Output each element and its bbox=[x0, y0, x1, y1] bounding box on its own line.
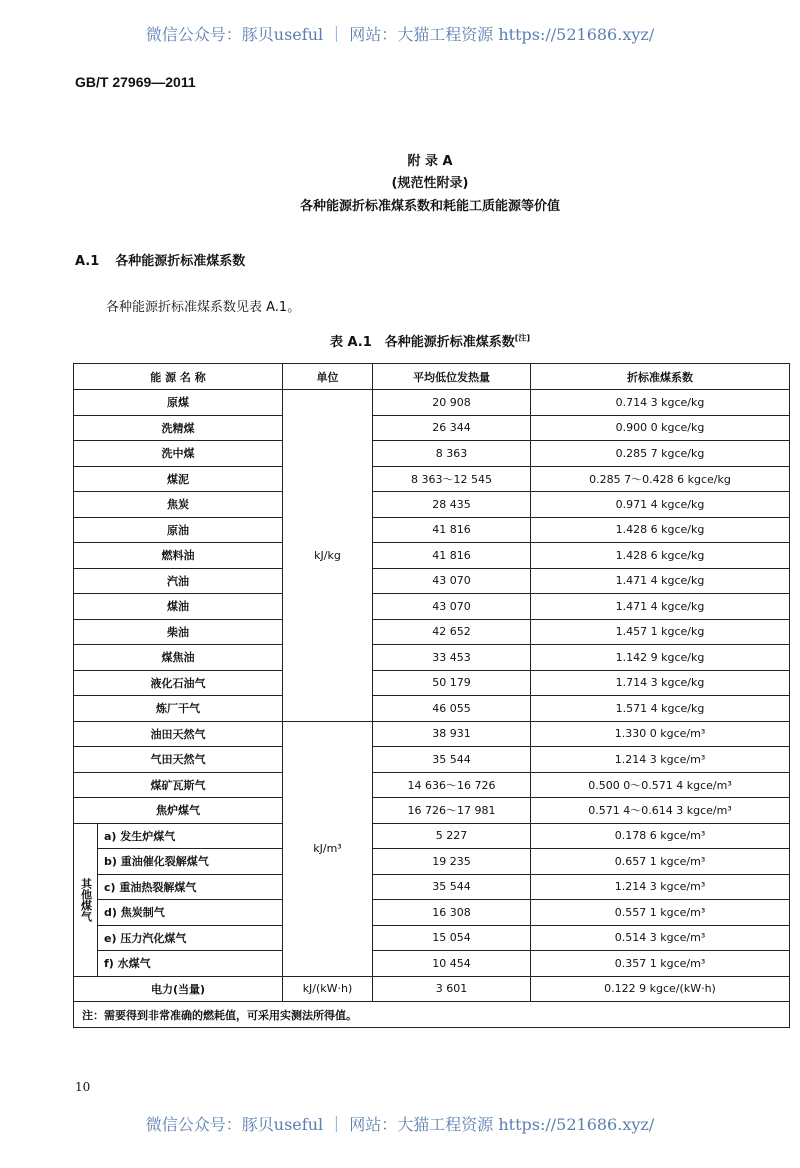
table-row bbox=[74, 849, 790, 875]
appendix-type: (规范性附录) bbox=[391, 176, 469, 191]
cell: 煤泥 bbox=[74, 466, 283, 492]
cell: 燃料油 bbox=[74, 543, 283, 569]
cell: 33 453 bbox=[373, 645, 531, 671]
caption-text: 表 A.1 各种能源折标准煤系数 bbox=[329, 335, 515, 350]
unit-cell: kJ/m³ bbox=[283, 721, 373, 976]
page-number: 10 bbox=[75, 1080, 91, 1094]
appendix-subtitle: 各种能源折标准煤系数和耗能工质能源等价值 bbox=[299, 199, 560, 214]
cell: 26 344 bbox=[373, 415, 531, 441]
section-title: 各种能源折标准煤系数 bbox=[115, 254, 246, 269]
standard-number: GB/T 27969—2011 bbox=[75, 74, 196, 90]
appendix-title: 附 录 A bbox=[407, 154, 453, 169]
cell: 3 601 bbox=[373, 976, 531, 1002]
cell: b) 重油催化裂解煤气 bbox=[98, 849, 283, 875]
cell: 柴油 bbox=[74, 619, 283, 645]
cell: 14 636～16 726 bbox=[373, 772, 531, 798]
table-row bbox=[74, 543, 790, 569]
cell: 43 070 bbox=[373, 594, 531, 620]
cell: 19 235 bbox=[373, 849, 531, 875]
cell: c) 重油热裂解煤气 bbox=[98, 874, 283, 900]
header-coef: 折标准煤系数 bbox=[531, 364, 790, 390]
cell: 煤油 bbox=[74, 594, 283, 620]
cell: 1.214 3 kgce/m³ bbox=[531, 874, 790, 900]
cell: 气田天然气 bbox=[74, 747, 283, 773]
cell: 1.471 4 kgce/kg bbox=[531, 568, 790, 594]
cell: 焦炭 bbox=[74, 492, 283, 518]
caption-note-ref: [注] bbox=[514, 333, 531, 343]
cell: 28 435 bbox=[373, 492, 531, 518]
cell: 8 363～12 545 bbox=[373, 466, 531, 492]
cell: 0.657 1 kgce/m³ bbox=[531, 849, 790, 875]
cell: 0.178 6 kgce/m³ bbox=[531, 823, 790, 849]
intro-text: 各种能源折标准煤系数见表 A.1。 bbox=[106, 300, 301, 315]
table-row bbox=[74, 823, 790, 849]
table-note-row bbox=[74, 1002, 790, 1028]
table-row bbox=[74, 466, 790, 492]
watermark-top: 微信公众号：豚贝useful ｜ 网站：大猫工程资源 https://521686.xyz/ bbox=[145, 25, 655, 44]
cell: 洗精煤 bbox=[74, 415, 283, 441]
table-row bbox=[74, 568, 790, 594]
cell: 0.122 9 kgce/(kW·h) bbox=[531, 976, 790, 1002]
table-row bbox=[74, 415, 790, 441]
table-row bbox=[74, 874, 790, 900]
cell: 1.214 3 kgce/m³ bbox=[531, 747, 790, 773]
cell: 炼厂干气 bbox=[74, 696, 283, 722]
cell: d) 焦炭制气 bbox=[98, 900, 283, 926]
table-row bbox=[74, 721, 790, 747]
cell: 0.285 7 kgce/kg bbox=[531, 441, 790, 467]
cell: 原油 bbox=[74, 517, 283, 543]
table-row bbox=[74, 619, 790, 645]
table-row bbox=[74, 772, 790, 798]
table-row bbox=[74, 441, 790, 467]
cell: 油田天然气 bbox=[74, 721, 283, 747]
table-row bbox=[74, 900, 790, 926]
cell: 1.428 6 kgce/kg bbox=[531, 517, 790, 543]
header-heat: 平均低位发热量 bbox=[373, 364, 531, 390]
cell: 1.471 4 kgce/kg bbox=[531, 594, 790, 620]
cell: 0.714 3 kgce/kg bbox=[531, 390, 790, 416]
cell: 16 726～17 981 bbox=[373, 798, 531, 824]
table-row bbox=[74, 925, 790, 951]
cell: 1.330 0 kgce/m³ bbox=[531, 721, 790, 747]
cell: 汽油 bbox=[74, 568, 283, 594]
cell: 42 652 bbox=[373, 619, 531, 645]
table-row bbox=[74, 390, 790, 416]
cell: 5 227 bbox=[373, 823, 531, 849]
cell: 焦炉煤气 bbox=[74, 798, 283, 824]
cell: 0.285 7～0.428 6 kgce/kg bbox=[531, 466, 790, 492]
cell: 46 055 bbox=[373, 696, 531, 722]
cell: 1.142 9 kgce/kg bbox=[531, 645, 790, 671]
cell: 43 070 bbox=[373, 568, 531, 594]
cell: 煤矿瓦斯气 bbox=[74, 772, 283, 798]
cell: 1.457 1 kgce/kg bbox=[531, 619, 790, 645]
table-row bbox=[74, 594, 790, 620]
cell: 41 816 bbox=[373, 543, 531, 569]
table-row bbox=[74, 492, 790, 518]
unit-cell: kJ/kg bbox=[283, 390, 373, 722]
cell: 1.571 4 kgce/kg bbox=[531, 696, 790, 722]
watermark-bottom: 微信公众号：豚贝useful ｜ 网站：大猫工程资源 https://521686.xyz/ bbox=[145, 1115, 655, 1134]
cell: 液化石油气 bbox=[74, 670, 283, 696]
cell: kJ/(kW·h) bbox=[283, 976, 373, 1002]
cell: 10 454 bbox=[373, 951, 531, 977]
cell: 0.971 4 kgce/kg bbox=[531, 492, 790, 518]
cell: 0.900 0 kgce/kg bbox=[531, 415, 790, 441]
table-row bbox=[74, 670, 790, 696]
cell: 1.714 3 kgce/kg bbox=[531, 670, 790, 696]
cell: 原煤 bbox=[74, 390, 283, 416]
cell: 20 908 bbox=[373, 390, 531, 416]
cell: 15 054 bbox=[373, 925, 531, 951]
cell: 0.500 0～0.571 4 kgce/m³ bbox=[531, 772, 790, 798]
coefficient-table bbox=[73, 363, 790, 1028]
table-caption bbox=[0, 331, 800, 350]
cell: 0.571 4～0.614 3 kgce/m³ bbox=[531, 798, 790, 824]
cell: 0.557 1 kgce/m³ bbox=[531, 900, 790, 926]
cell: e) 压力汽化煤气 bbox=[98, 925, 283, 951]
group-label: 其他煤气 bbox=[74, 823, 98, 976]
cell: f) 水煤气 bbox=[98, 951, 283, 977]
table-row bbox=[74, 951, 790, 977]
table-row bbox=[74, 645, 790, 671]
table-note: 注：需要得到非常准确的燃耗值，可采用实测法所得值。 bbox=[74, 1002, 790, 1028]
section-number: A.1 bbox=[75, 254, 100, 269]
table-header bbox=[74, 364, 790, 390]
cell: 煤焦油 bbox=[74, 645, 283, 671]
cell: 0.514 3 kgce/m³ bbox=[531, 925, 790, 951]
cell: 洗中煤 bbox=[74, 441, 283, 467]
header-name: 能 源 名 称 bbox=[74, 364, 283, 390]
section-heading bbox=[75, 250, 245, 269]
cell: 0.357 1 kgce/m³ bbox=[531, 951, 790, 977]
cell: 41 816 bbox=[373, 517, 531, 543]
table-row-electricity bbox=[74, 976, 790, 1002]
cell: 35 544 bbox=[373, 747, 531, 773]
cell: 1.428 6 kgce/kg bbox=[531, 543, 790, 569]
table-row bbox=[74, 747, 790, 773]
cell: 8 363 bbox=[373, 441, 531, 467]
table-row bbox=[74, 517, 790, 543]
cell: 电力(当量) bbox=[74, 976, 283, 1002]
cell: 35 544 bbox=[373, 874, 531, 900]
cell: a) 发生炉煤气 bbox=[98, 823, 283, 849]
table-row bbox=[74, 798, 790, 824]
cell: 50 179 bbox=[373, 670, 531, 696]
cell: 16 308 bbox=[373, 900, 531, 926]
cell: 38 931 bbox=[373, 721, 531, 747]
table-row bbox=[74, 696, 790, 722]
header-unit: 单位 bbox=[283, 364, 373, 390]
